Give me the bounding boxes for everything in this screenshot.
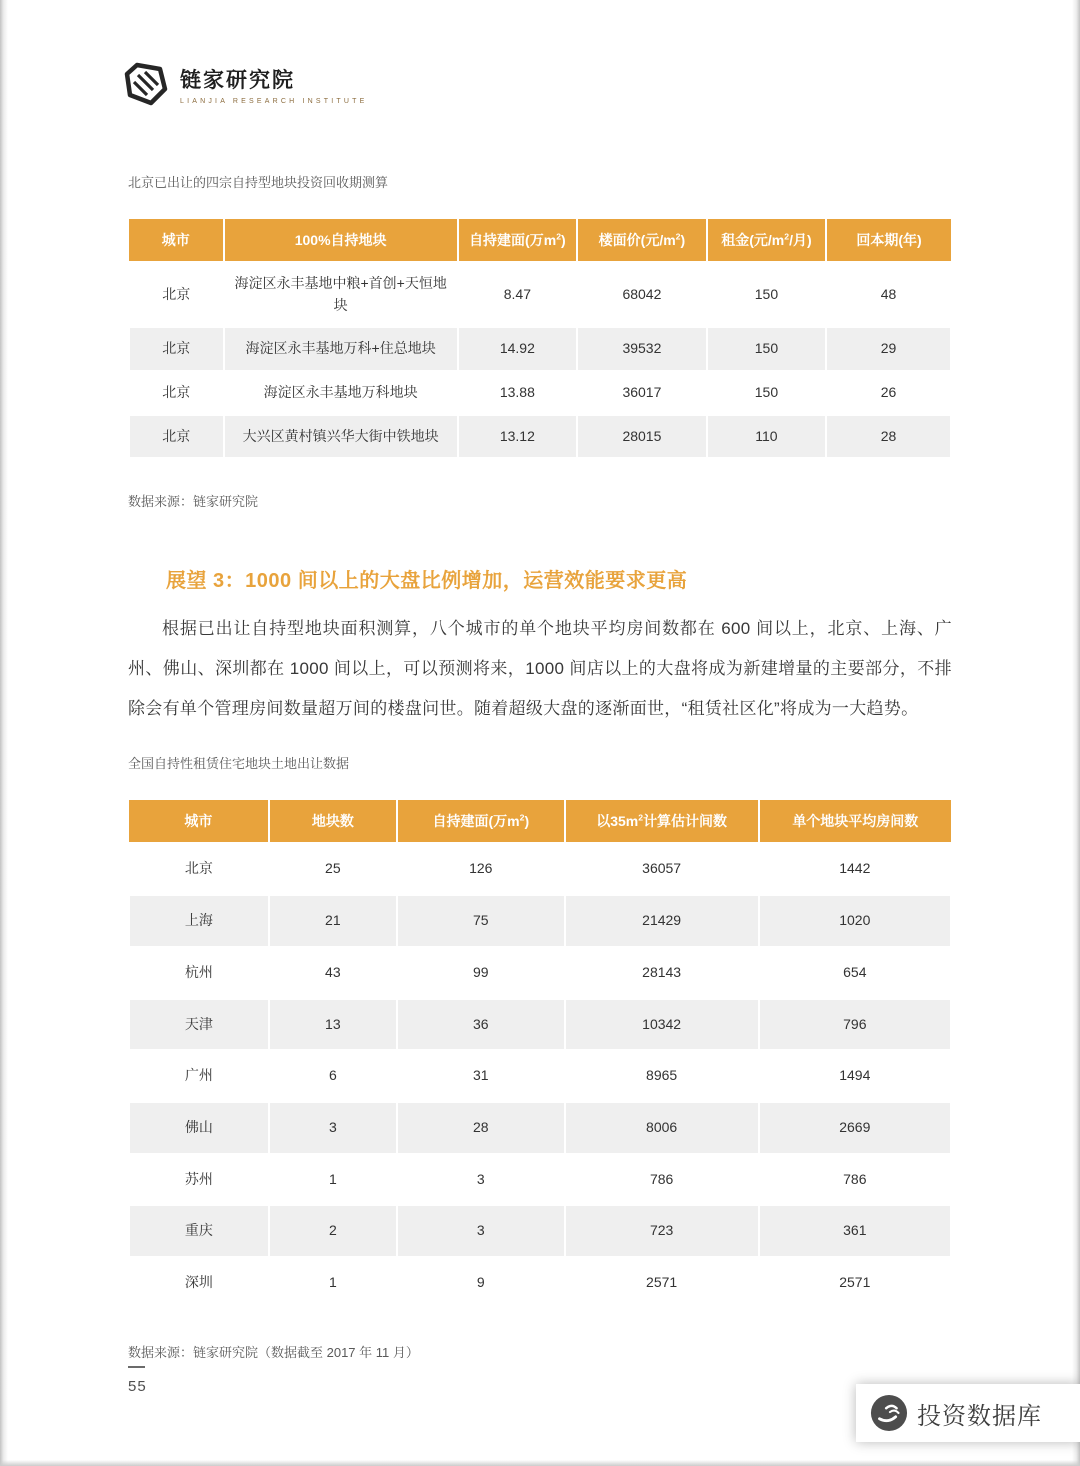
table-cell: 1 xyxy=(269,1154,397,1206)
table-row xyxy=(129,415,951,459)
section-paragraph: 根据已出让自持型地块面积测算，八个城市的单个地块平均房间数都在 600 间以上，北京、上海、广州、佛山、深圳都在 1000 间以上，可以预测将来，1000 间店以上的大盘将成为新建增量的主要部分，不排除会有单个管理房间数量超万间的楼盘问世。随着超级大盘的逐渐面世，“租赁社区化”将成为一大趋势。 xyxy=(128,619,952,719)
column-header: 自持建面(万$m^2$) xyxy=(458,219,577,262)
page-number-rule xyxy=(128,1366,145,1368)
table-cell: 2571 xyxy=(565,1257,759,1309)
table-cell: 39532 xyxy=(577,327,707,371)
section-heading: 展望 3：1000 间以上的大盘比例增加，运营效能要求更高 xyxy=(166,570,688,593)
table-cell: 8.47 xyxy=(458,262,577,327)
table-row xyxy=(129,327,951,371)
table-cell: 北京 xyxy=(129,262,224,327)
page-edge-left xyxy=(0,0,8,1466)
column-header: 以$35m^2$计算估计间数 xyxy=(565,800,759,843)
table-cell: 36017 xyxy=(577,371,707,415)
table-cell: 13.88 xyxy=(458,371,577,415)
table-cell: 8965 xyxy=(565,1050,759,1102)
table-cell: 苏州 xyxy=(129,1154,269,1206)
table-cell: 126 xyxy=(397,843,565,895)
table-cell: 723 xyxy=(565,1205,759,1257)
national-plots-table xyxy=(128,800,952,1309)
page-edge-bottom xyxy=(0,1460,1080,1466)
table-cell: 150 xyxy=(707,327,826,371)
table1-source: 数据来源：链家研究院 xyxy=(128,494,259,510)
table-cell: 杭州 xyxy=(129,947,269,999)
brand-name: 链家研究院 xyxy=(180,68,295,92)
table-cell: 28015 xyxy=(577,415,707,459)
table-cell: 海淀区永丰基地万科地块 xyxy=(224,371,458,415)
table-cell: 36057 xyxy=(565,843,759,895)
table-cell: 1442 xyxy=(759,843,951,895)
table-row xyxy=(129,371,951,415)
table-cell: 13 xyxy=(269,999,397,1051)
table-cell: 重庆 xyxy=(129,1205,269,1257)
table-row xyxy=(129,843,951,895)
table-cell: 上海 xyxy=(129,895,269,947)
table-cell: 26 xyxy=(826,371,951,415)
table-cell: 99 xyxy=(397,947,565,999)
table-cell: 北京 xyxy=(129,843,269,895)
page-content xyxy=(128,0,952,1361)
table-cell: 21 xyxy=(269,895,397,947)
table-cell: 佛山 xyxy=(129,1102,269,1154)
table-cell: 天津 xyxy=(129,999,269,1051)
page-number: 55 xyxy=(128,1378,147,1395)
table-cell: 13.12 xyxy=(458,415,577,459)
table-header-row xyxy=(129,800,951,843)
table2-caption: 全国自持性租赁住宅地块土地出让数据 xyxy=(128,756,350,772)
table-cell: 北京 xyxy=(129,415,224,459)
table-cell: 786 xyxy=(565,1154,759,1206)
table-cell: 36 xyxy=(397,999,565,1051)
table-cell: 3 xyxy=(269,1102,397,1154)
table-row xyxy=(129,1154,951,1206)
table-row xyxy=(129,1102,951,1154)
table-cell: 1 xyxy=(269,1257,397,1309)
table-cell: 9 xyxy=(397,1257,565,1309)
beijing-plots-table xyxy=(128,219,952,459)
table-cell: 北京 xyxy=(129,327,224,371)
column-header: 地块数 xyxy=(269,800,397,843)
table-cell: 海淀区永丰基地万科+住总地块 xyxy=(224,327,458,371)
table-cell: 48 xyxy=(826,262,951,327)
table-header-row xyxy=(129,219,951,262)
table-cell: 14.92 xyxy=(458,327,577,371)
table-cell: 31 xyxy=(397,1050,565,1102)
page-edge-right xyxy=(1072,0,1080,1466)
table-row xyxy=(129,947,951,999)
column-header: 租金(元$/m^2/$月) xyxy=(707,219,826,262)
table-cell: 2669 xyxy=(759,1102,951,1154)
watermark-label: 投资数据库 xyxy=(917,1403,1042,1430)
table-cell: 10342 xyxy=(565,999,759,1051)
table-cell: 北京 xyxy=(129,371,224,415)
table-row xyxy=(129,262,951,327)
table-row xyxy=(129,895,951,947)
table-cell: 3 xyxy=(397,1205,565,1257)
table-cell: 361 xyxy=(759,1205,951,1257)
column-header: 100%自持地块 xyxy=(224,219,458,262)
table-body xyxy=(129,843,951,1308)
table-cell: 110 xyxy=(707,415,826,459)
table-cell: 深圳 xyxy=(129,1257,269,1309)
table-row xyxy=(129,1205,951,1257)
table-cell: 8006 xyxy=(565,1102,759,1154)
column-header: 自持建面(万$m^2$) xyxy=(397,800,565,843)
table-cell: 25 xyxy=(269,843,397,895)
table-cell: 43 xyxy=(269,947,397,999)
page-number-block xyxy=(128,1366,147,1395)
table-row xyxy=(129,1050,951,1102)
table-body xyxy=(129,262,951,458)
table-cell: 大兴区黄村镇兴华大街中铁地块 xyxy=(224,415,458,459)
table-cell: 2571 xyxy=(759,1257,951,1309)
column-header: 回本期(年) xyxy=(826,219,951,262)
column-header: 单个地块平均房间数 xyxy=(759,800,951,843)
table-cell: 2 xyxy=(269,1205,397,1257)
table-cell: 75 xyxy=(397,895,565,947)
table-cell: 150 xyxy=(707,262,826,327)
table-cell: 3 xyxy=(397,1154,565,1206)
watermark xyxy=(856,1384,1080,1442)
table-cell: 海淀区永丰基地中粮+首创+天恒地块 xyxy=(224,262,458,327)
table-row xyxy=(129,999,951,1051)
column-header: 城市 xyxy=(129,800,269,843)
watermark-logo-icon xyxy=(870,1394,908,1432)
table2-source: 数据来源：链家研究院（数据截至 2017 年 11 月） xyxy=(128,1344,419,1360)
table-row xyxy=(129,1257,951,1309)
table-cell: 28 xyxy=(397,1102,565,1154)
table-cell: 654 xyxy=(759,947,951,999)
table-cell: 1494 xyxy=(759,1050,951,1102)
table-cell: 21429 xyxy=(565,895,759,947)
brand-subtitle: LIANJIA RESEARCH INSTITUTE xyxy=(180,97,368,105)
column-header: 楼面价(元$/m^2$) xyxy=(577,219,707,262)
table-cell: 28 xyxy=(826,415,951,459)
table-cell: 150 xyxy=(707,371,826,415)
table1-caption: 北京已出让的四宗自持型地块投资回收期测算 xyxy=(128,175,389,190)
table-cell: 6 xyxy=(269,1050,397,1102)
table-cell: 68042 xyxy=(577,262,707,327)
table-cell: 1020 xyxy=(759,895,951,947)
table-cell: 786 xyxy=(759,1154,951,1206)
table-cell: 广州 xyxy=(129,1050,269,1102)
column-header: 城市 xyxy=(129,219,224,262)
table-cell: 29 xyxy=(826,327,951,371)
table-cell: 796 xyxy=(759,999,951,1051)
table-cell: 28143 xyxy=(565,947,759,999)
